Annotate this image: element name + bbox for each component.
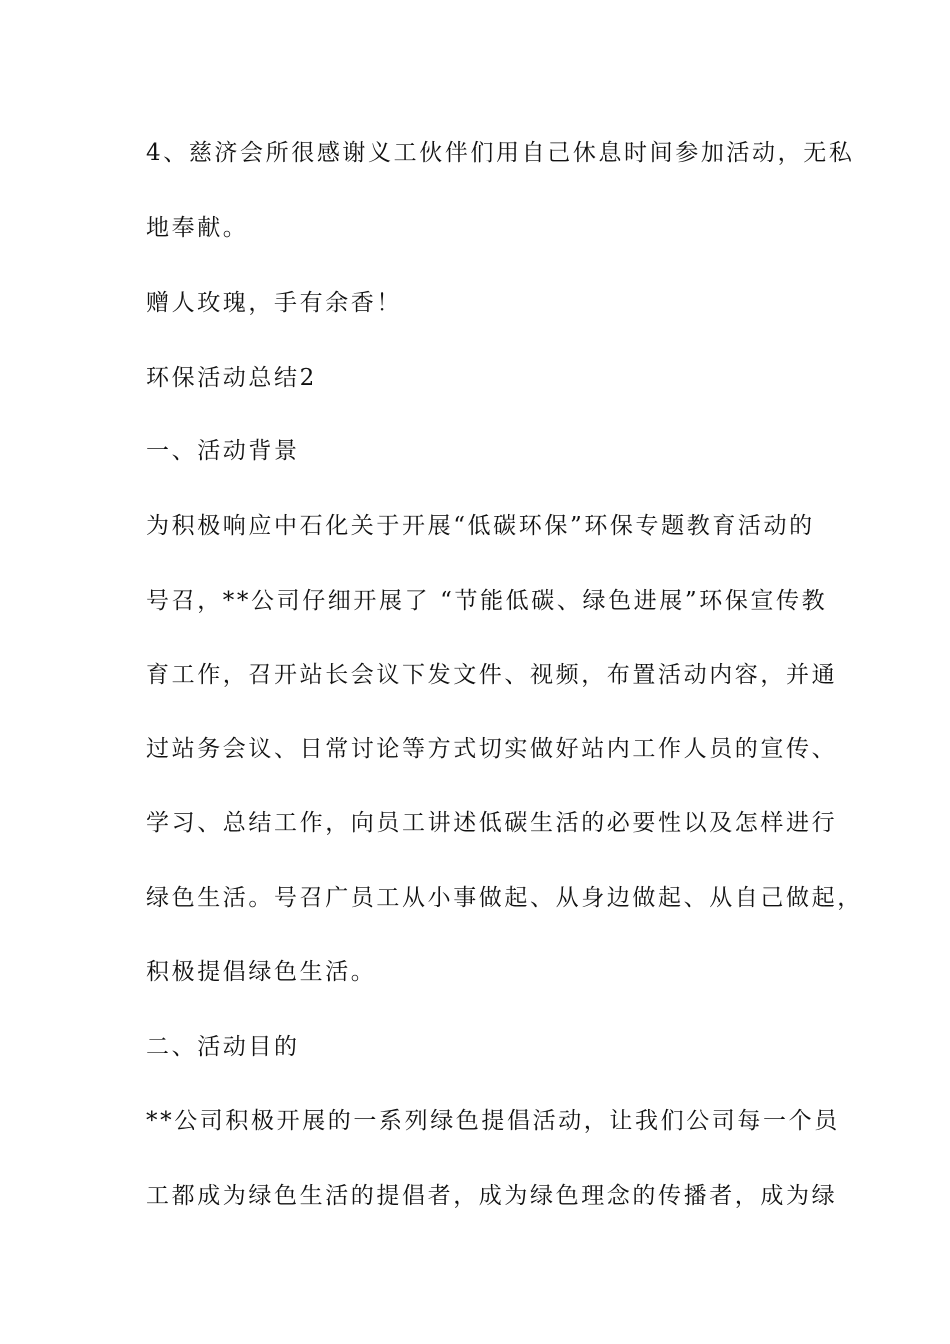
paragraph-line: 积极提倡绿色生活。 — [146, 959, 377, 985]
section-heading: 一、活动背景 — [146, 438, 300, 464]
paragraph-line: 号召，**公司仔细开展了 “节能低碳、绿色进展”环保宣传教 — [146, 588, 828, 614]
paragraph-line: 工都成为绿色生活的提倡者，成为绿色理念的传播者，成为绿 — [146, 1183, 838, 1209]
paragraph-line: 绿色生活。号召广员工从小事做起、从身边做起、从自己做起， — [146, 885, 863, 911]
paragraph-line: **公司积极开展的一系列绿色提倡活动，让我们公司每一个员 — [146, 1108, 840, 1134]
section-title: 环保活动总结2 — [146, 365, 317, 391]
paragraph-line: 4、慈济会所很感谢义工伙伴们用自己休息时间参加活动，无私 — [146, 140, 855, 166]
paragraph-line: 为积极响应中石化关于开展“低碳环保”环保专题教育活动的 — [146, 513, 815, 539]
paragraph-line: 过站务会议、日常讨论等方式切实做好站内工作人员的宣传、 — [146, 736, 838, 762]
paragraph-line: 地奉献。 — [146, 215, 249, 241]
paragraph-line: 赠人玫瑰，手有余香！ — [146, 290, 402, 316]
paragraph-line: 学习、总结工作，向员工讲述低碳生活的必要性以及怎样进行 — [146, 810, 838, 836]
section-heading: 二、活动目的 — [146, 1034, 300, 1060]
paragraph-line: 育工作，召开站长会议下发文件、视频，布置活动内容，并通 — [146, 662, 838, 688]
